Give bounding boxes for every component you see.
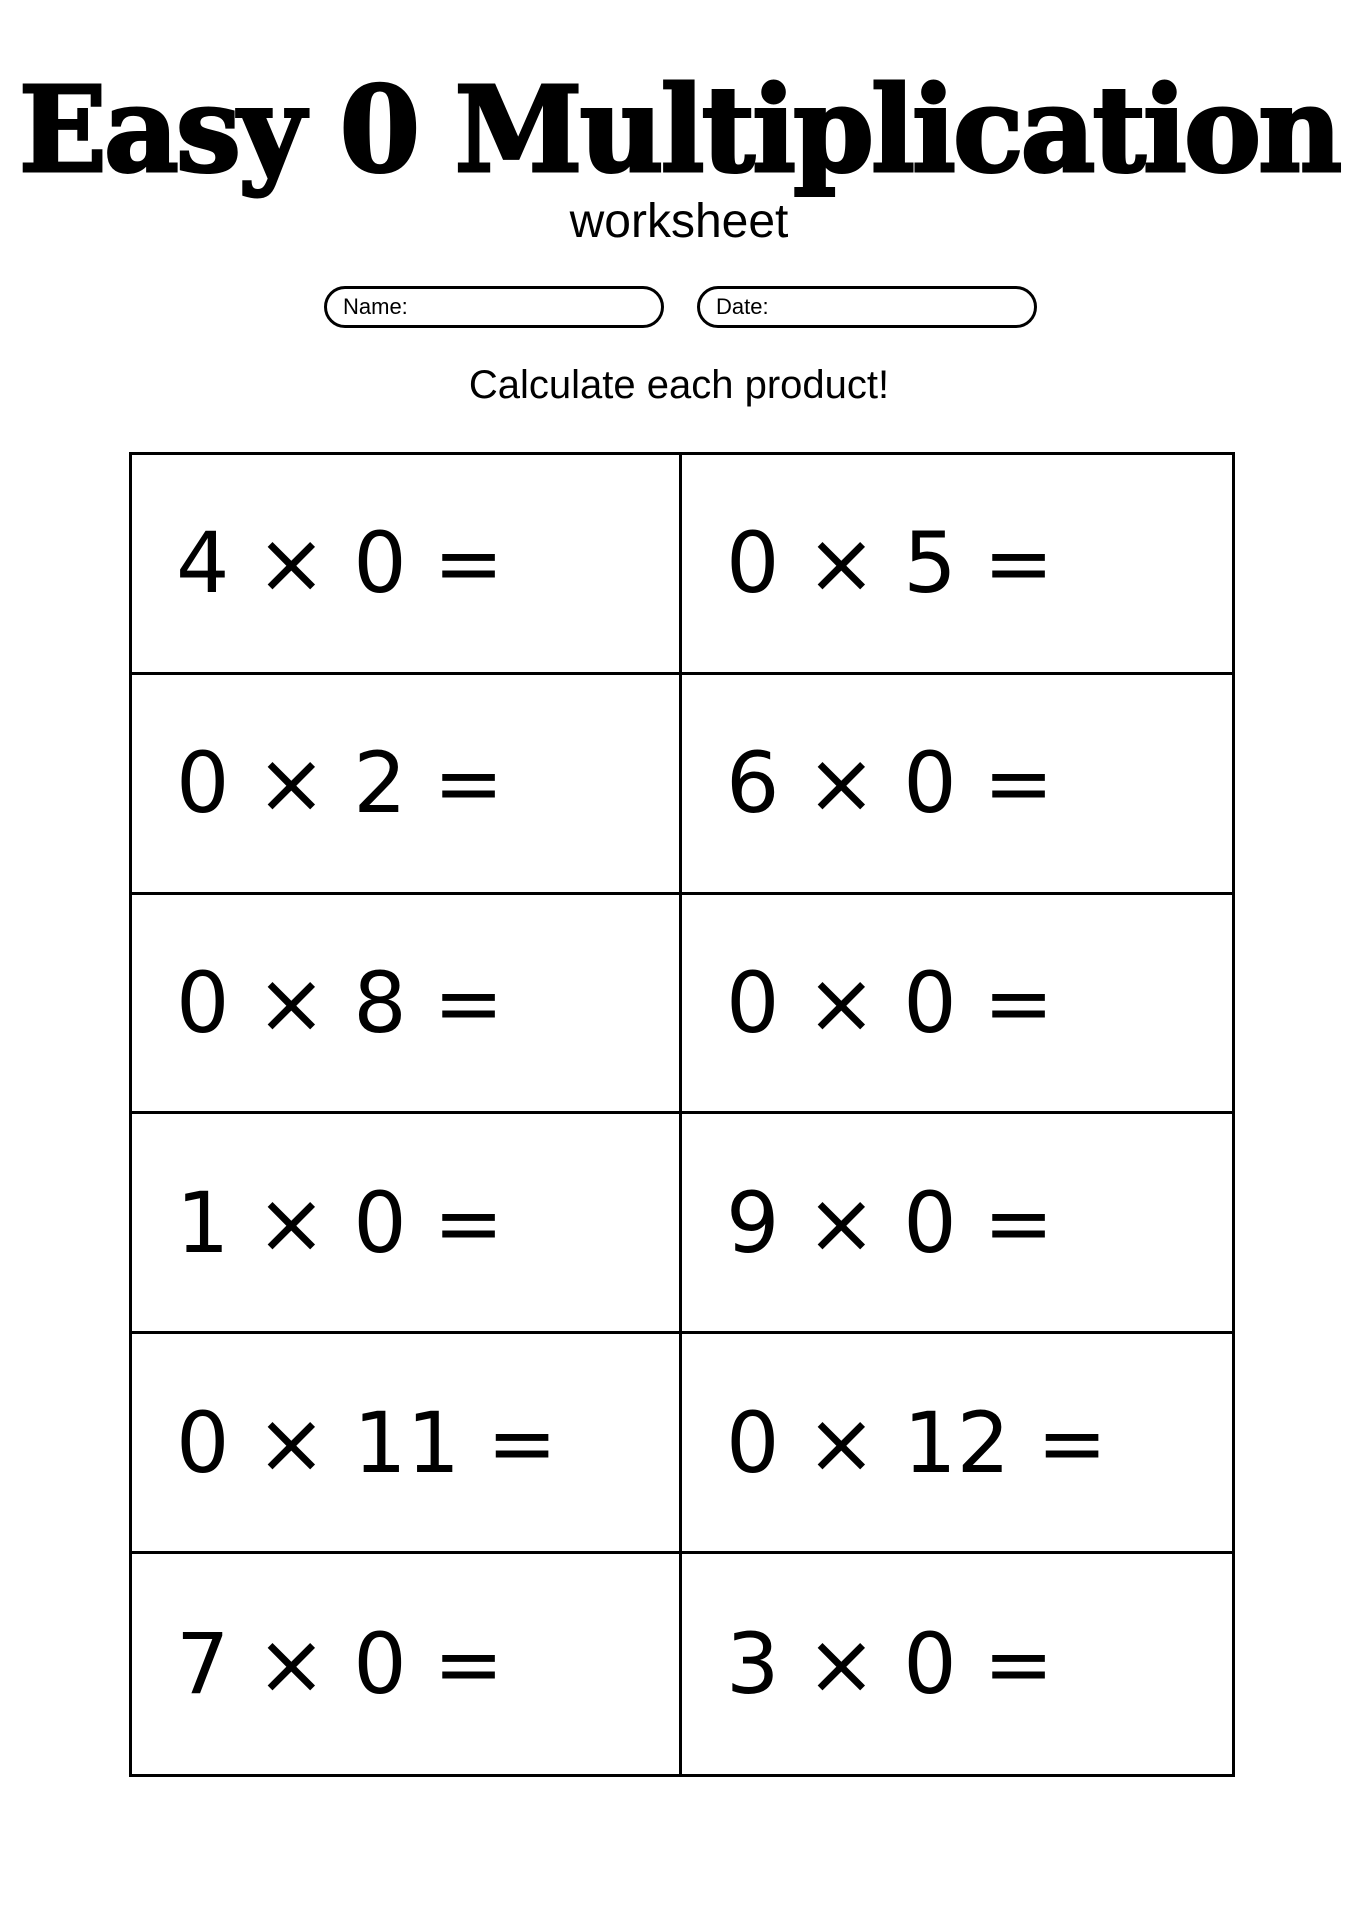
problem-text: 0 × 2 = xyxy=(176,734,504,833)
instruction-text: Calculate each product! xyxy=(468,363,890,407)
problem-cell[interactable] xyxy=(682,1554,1232,1774)
problem-cell[interactable] xyxy=(682,455,1232,675)
problem-text: 0 × 8 = xyxy=(176,954,504,1053)
problem-text: 6 × 0 = xyxy=(726,734,1054,833)
problem-text: 7 × 0 = xyxy=(176,1615,504,1714)
problem-cell[interactable] xyxy=(682,1114,1232,1334)
problem-text: 1 × 0 = xyxy=(176,1173,504,1272)
worksheet-title: Easy 0 Multiplication xyxy=(18,60,1340,199)
problem-cell[interactable] xyxy=(132,1334,682,1554)
problem-cell[interactable] xyxy=(682,1334,1232,1554)
problem-cell[interactable] xyxy=(132,1554,682,1774)
date-field[interactable] xyxy=(697,286,1037,328)
name-label: Name: xyxy=(343,294,408,319)
problem-cell[interactable] xyxy=(132,895,682,1115)
problem-grid xyxy=(129,452,1235,1777)
problem-cell[interactable] xyxy=(682,895,1232,1115)
problem-cell[interactable] xyxy=(132,675,682,895)
problem-text: 0 × 12 = xyxy=(726,1393,1108,1492)
problem-text: 9 × 0 = xyxy=(726,1173,1054,1272)
problem-cell[interactable] xyxy=(132,455,682,675)
problem-cell[interactable] xyxy=(682,675,1232,895)
problem-text: 0 × 0 = xyxy=(726,954,1054,1053)
worksheet-subtitle: worksheet xyxy=(569,195,789,248)
problem-text: 0 × 5 = xyxy=(726,514,1054,613)
problem-text: 3 × 0 = xyxy=(726,1615,1054,1714)
name-field[interactable] xyxy=(324,286,664,328)
date-label: Date: xyxy=(716,294,769,319)
problem-text: 4 × 0 = xyxy=(176,514,504,613)
problem-text: 0 × 11 = xyxy=(176,1393,558,1492)
problem-cell[interactable] xyxy=(132,1114,682,1334)
